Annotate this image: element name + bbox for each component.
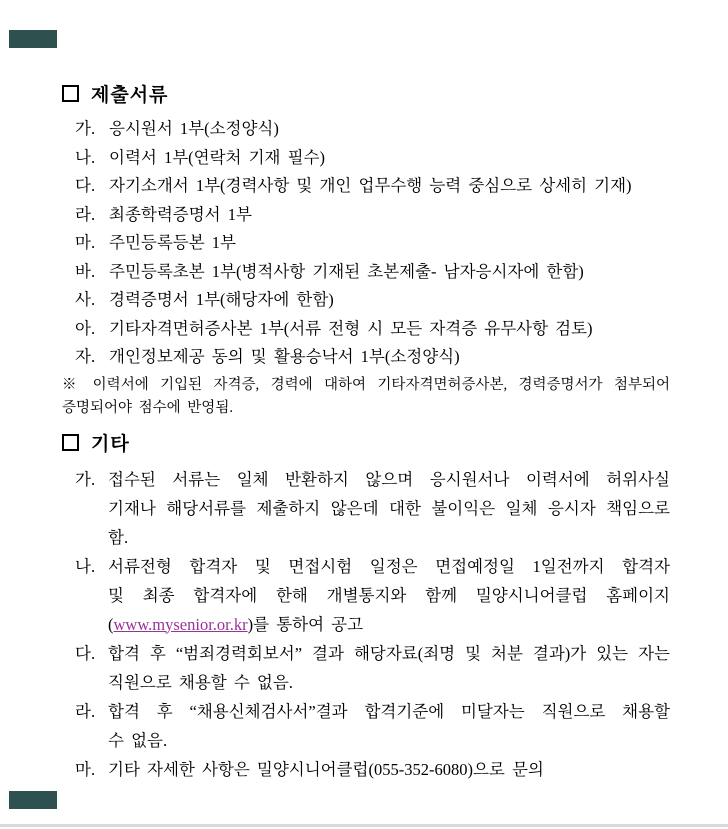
item-text: 이력서 1부(연락처 기재 필수) — [109, 147, 325, 167]
top-left-table-edge-mark — [9, 30, 57, 48]
list-item — [75, 115, 670, 144]
list-item — [75, 286, 670, 315]
list-item — [75, 697, 670, 755]
list-item — [75, 465, 670, 552]
note-line: 증명되어야 점수에 반영됨. — [62, 400, 233, 416]
section-heading-etc — [62, 433, 670, 457]
item-text: 주민등록등본 1부 — [109, 233, 236, 252]
item-text-line: 직원으로 채용할 수 없음. — [108, 672, 293, 692]
checkbox-square-icon — [62, 85, 79, 102]
item-marker: 나. — [75, 147, 96, 167]
list-item — [75, 552, 670, 639]
note-line: ※ 이력서에 기입된 자격증, 경력에 대하여 기타자격면허증사본, 경력증명서가 첨부되어 — [62, 376, 670, 393]
item-marker: 자. — [75, 347, 96, 366]
item-marker: 바. — [75, 261, 96, 281]
submission-document-list — [75, 115, 670, 372]
checkbox-square-icon — [62, 434, 79, 451]
list-item — [75, 639, 670, 697]
item-marker: 아. — [75, 318, 96, 338]
item-text: 자기소개서 1부(경력사항 및 개인 업무수행 능력 중심으로 상세히 기재) — [109, 176, 632, 195]
list-item — [75, 315, 670, 344]
item-text-line: 합격 후 “범죄경력회보서” 결과 해당자료(죄명 및 처분 결과)가 있는 자는 — [108, 643, 670, 663]
item-text-line: 기타 자세한 사항은 밀양시니어클럽(055-352-6080)으로 문의 — [108, 759, 544, 779]
section-title: 기타 — [91, 433, 130, 455]
item-text-line: 및 최종 합격자에 한해 개별통지와 함께 밀양시니어클럽 홈페이지 — [108, 585, 670, 605]
item-text-line: 서류전형 합격자 및 면접시험 일정은 면접예정일 1일전까지 합격자 — [108, 556, 670, 576]
item-text-line: 접수된 서류는 일체 반환하지 않으며 응시원서나 이력서에 허위사실 — [108, 469, 670, 489]
list-item — [75, 172, 670, 201]
document-content — [62, 84, 670, 784]
list-item — [75, 343, 670, 372]
item-marker: 마. — [75, 759, 96, 779]
item-marker: 나. — [75, 556, 96, 576]
bottom-divider-rule — [0, 824, 728, 827]
link-prefix: ( — [108, 614, 114, 634]
item-marker: 가. — [75, 119, 96, 138]
item-text: 최종학력증명서 1부 — [109, 204, 252, 224]
item-text: 응시원서 1부(소정양식) — [109, 119, 279, 138]
item-marker: 다. — [75, 643, 96, 663]
homepage-link[interactable]: www.mysenior.or.kr — [113, 614, 248, 634]
bottom-left-table-edge-mark — [9, 791, 57, 809]
item-text: 주민등록초본 1부(병적사항 기재된 초본제출- 남자응시자에 한함) — [109, 261, 584, 281]
item-text-line: 수 없음. — [108, 730, 168, 750]
item-text-line — [108, 610, 670, 639]
item-text: 경력증명서 1부(해당자에 한함) — [109, 290, 334, 309]
item-marker: 가. — [75, 469, 96, 489]
item-marker: 다. — [75, 176, 96, 195]
section-heading-submission-documents — [62, 84, 670, 108]
item-marker: 사. — [75, 290, 96, 309]
list-item — [75, 201, 670, 230]
item-text-line: 합격 후 “채용신체검사서”결과 합격기준에 미달자는 직원으로 채용할 — [108, 701, 670, 721]
list-item — [75, 258, 670, 287]
etc-list — [75, 465, 670, 784]
item-text-line: 기재나 해당서류를 제출하지 않은데 대한 불이익은 일체 응시자 책임으로 함. — [108, 498, 670, 547]
attachment-proof-note — [62, 374, 670, 421]
link-suffix: )를 통하여 공고 — [247, 614, 364, 634]
section-title: 제출서류 — [91, 85, 169, 106]
list-item — [75, 144, 670, 173]
list-item — [75, 755, 670, 784]
item-marker: 라. — [75, 204, 96, 224]
item-marker: 마. — [75, 233, 96, 252]
item-marker: 라. — [75, 701, 96, 721]
list-item — [75, 229, 670, 258]
item-text: 개인정보제공 동의 및 활용승낙서 1부(소정양식) — [109, 347, 460, 366]
item-text: 기타자격면허증사본 1부(서류 전형 시 모든 자격증 유무사항 검토) — [109, 318, 593, 338]
